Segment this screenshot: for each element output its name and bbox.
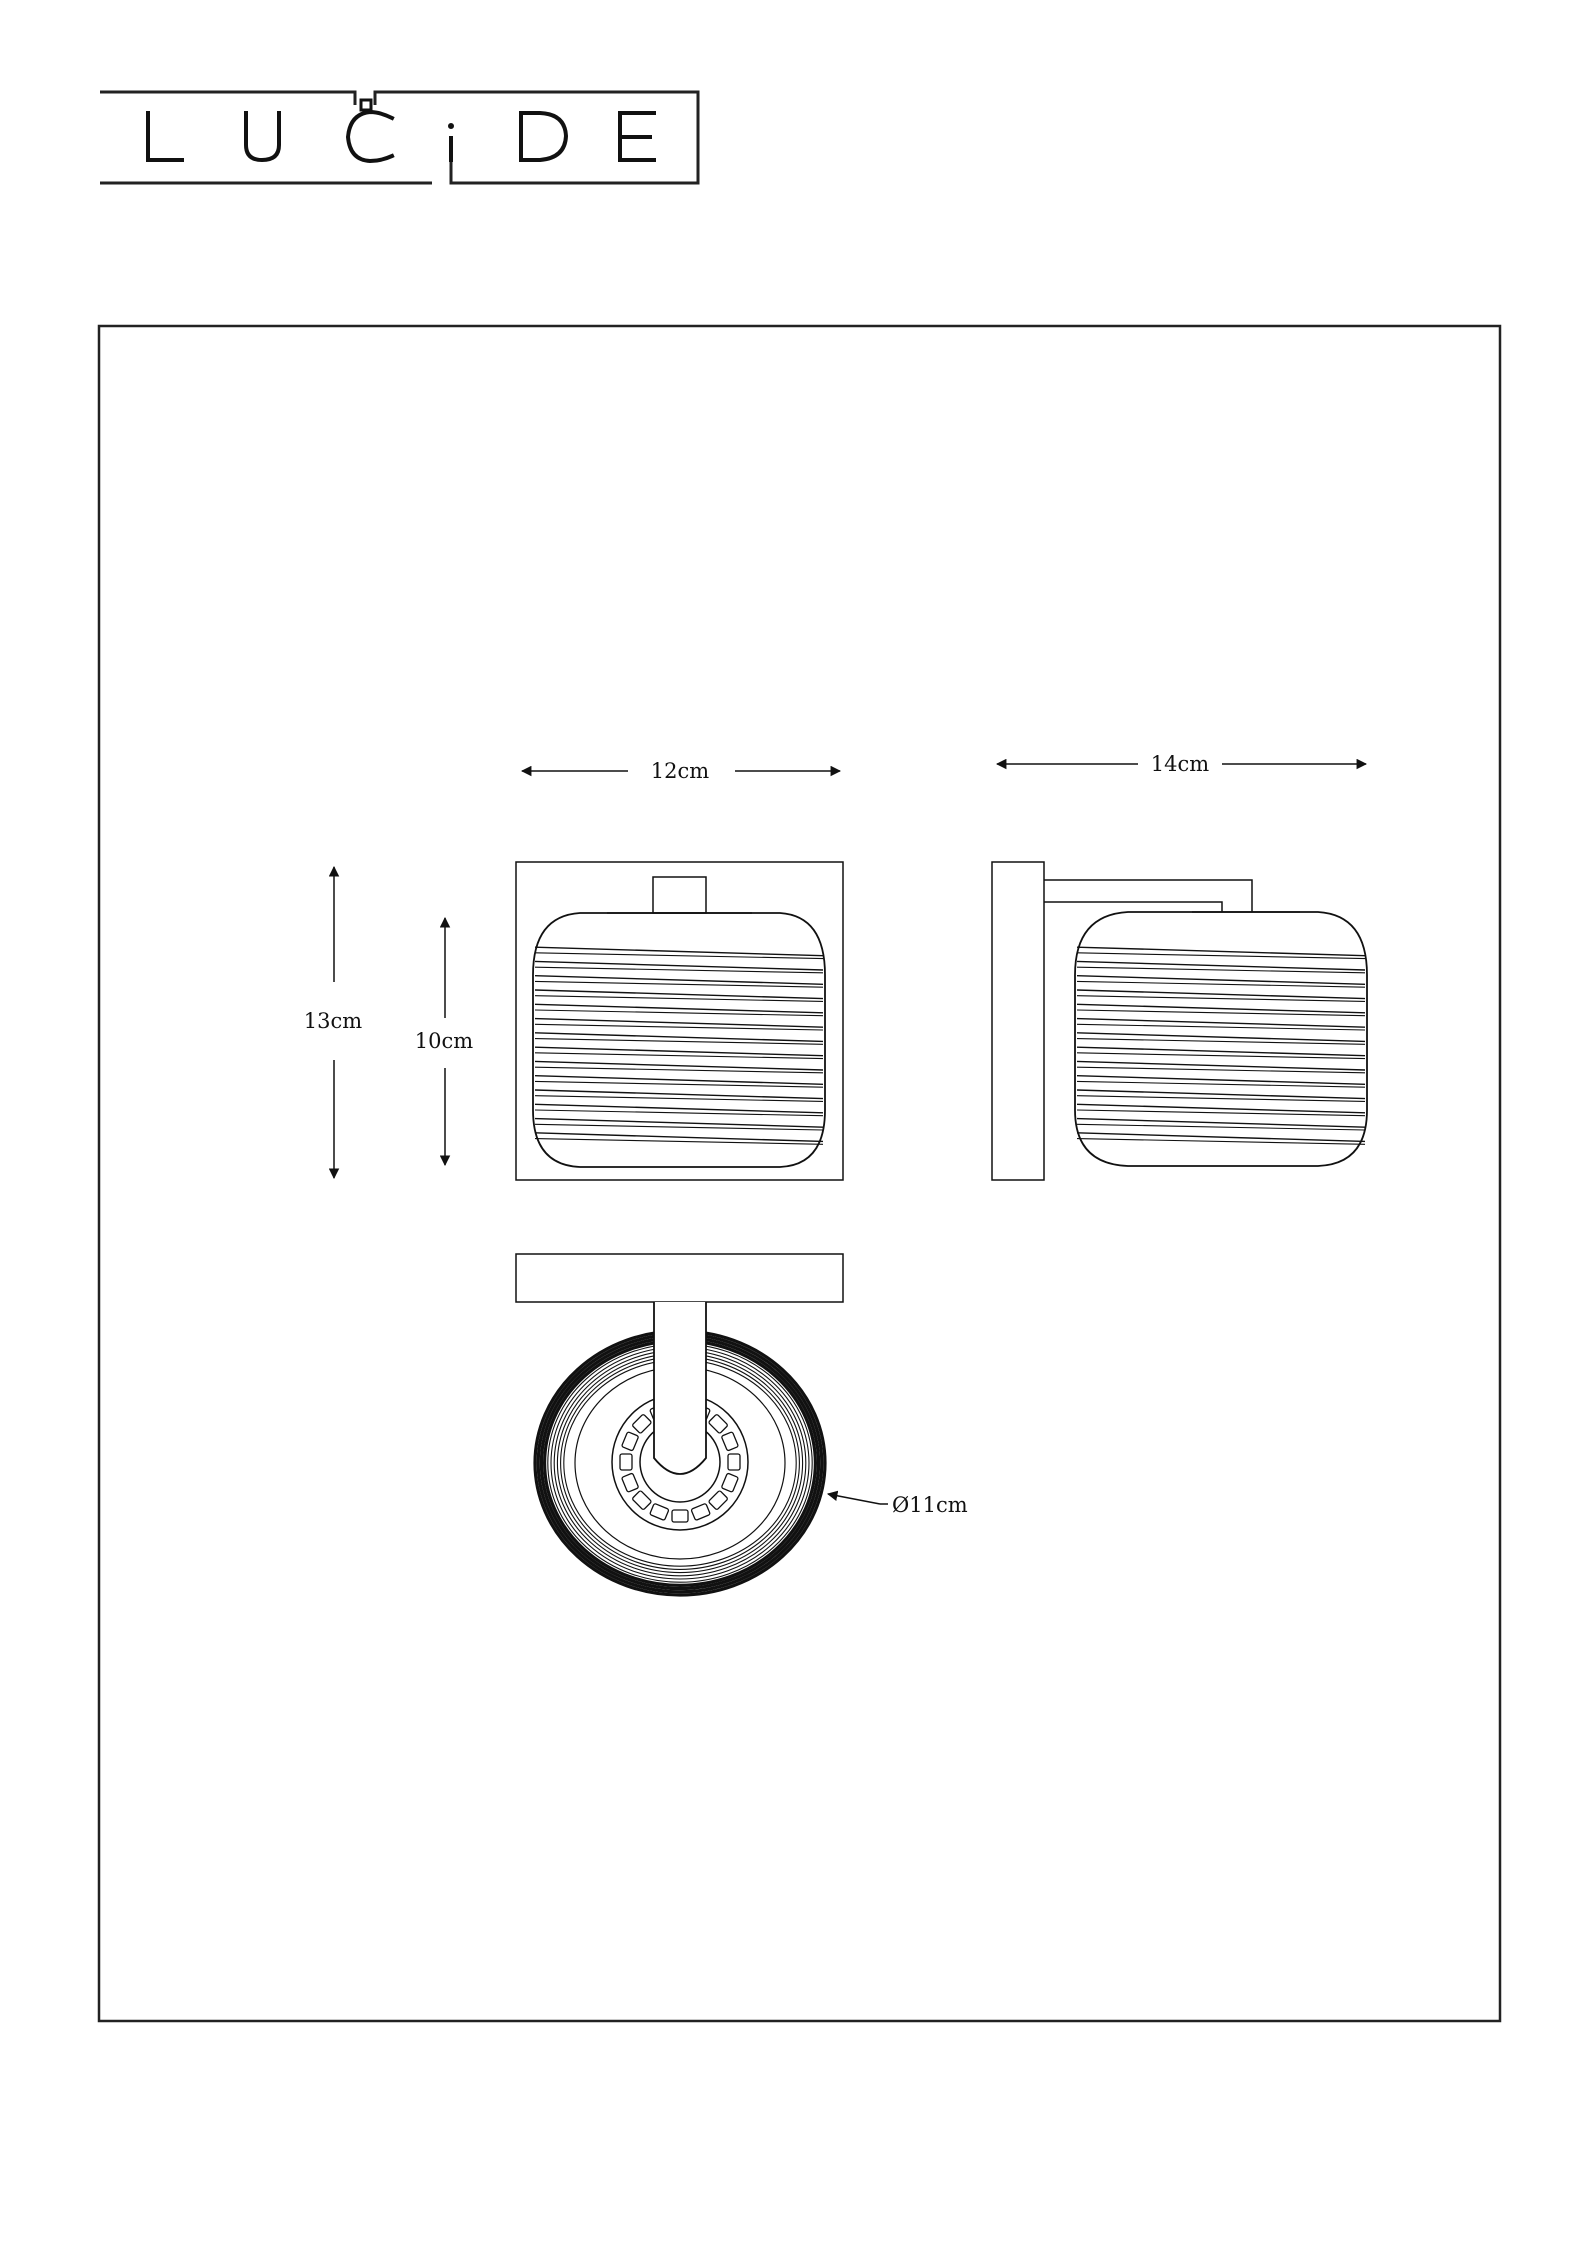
brand-logo — [100, 92, 698, 183]
shade-stripe — [1077, 1053, 1365, 1059]
dimension-shade-diameter — [828, 1493, 968, 1517]
shade-stripe — [535, 1039, 823, 1045]
shade-stripe — [535, 1090, 823, 1099]
holder-tooth — [721, 1432, 738, 1451]
shade-stripe — [1077, 1004, 1365, 1013]
holder-tooth — [650, 1503, 669, 1520]
shade-stripe — [1077, 1081, 1365, 1087]
dimension-front-width — [522, 759, 840, 783]
front-shade-stripes — [535, 947, 823, 1144]
shade-stripe — [1077, 1124, 1365, 1130]
holder-tooth — [728, 1454, 740, 1470]
shade-stripe — [535, 1067, 823, 1073]
shade-stripe — [535, 976, 823, 985]
holder-tooth — [620, 1454, 632, 1470]
holder-tooth — [672, 1510, 688, 1522]
shade-stripe — [1077, 1110, 1365, 1116]
shade-stripe — [1077, 1090, 1365, 1099]
shade-stripe — [1077, 1033, 1365, 1042]
shade-stripe — [535, 981, 823, 987]
top-view — [516, 1254, 843, 1595]
shade-stripe — [535, 996, 823, 1002]
shade-stripe — [1077, 1104, 1365, 1113]
shade-stripe — [1077, 1096, 1365, 1102]
holder-tooth — [708, 1414, 728, 1434]
dimension-side-depth — [997, 752, 1366, 776]
holder-tooth — [721, 1473, 738, 1492]
holder-tooth — [622, 1473, 639, 1492]
holder-tooth — [708, 1490, 728, 1510]
shade-stripe — [535, 961, 823, 970]
shade-stripe — [1077, 1010, 1365, 1016]
shade-stripe — [535, 1110, 823, 1116]
holder-tooth — [622, 1432, 639, 1451]
shade-stripe — [535, 1024, 823, 1030]
shade-stripe — [535, 1033, 823, 1042]
shade-stripe — [535, 1047, 823, 1056]
dimension-label-13cm: 13cm — [303, 1009, 363, 1033]
dimension-label-12cm: 12cm — [650, 759, 710, 783]
shade-stripe — [1077, 981, 1365, 987]
shade-stripe — [1077, 953, 1365, 959]
dimension-total-height — [304, 867, 362, 1178]
shade-stripe — [1077, 1067, 1365, 1073]
side-shade-stripes — [1077, 947, 1365, 1144]
shade-stripe — [1077, 1047, 1365, 1056]
shade-stripe — [535, 947, 823, 956]
shade-stripe — [535, 1081, 823, 1087]
shade-stripe — [1077, 1139, 1365, 1145]
holder-tooth — [632, 1414, 652, 1434]
dimension-label-14cm: 14cm — [1150, 752, 1210, 776]
dimension-label-10cm: 10cm — [414, 1029, 474, 1053]
shade-stripe — [535, 1133, 823, 1142]
front-view — [516, 862, 843, 1180]
shade-stripe — [1077, 1133, 1365, 1142]
shade-stripe — [1077, 961, 1365, 970]
shade-stripe — [1077, 1061, 1365, 1070]
shade-stripe — [535, 1076, 823, 1085]
holder-tooth — [691, 1503, 710, 1520]
shade-stripe — [535, 1010, 823, 1016]
dimension-label-diameter: Ø11cm — [892, 1493, 968, 1517]
dimension-shade-height — [415, 918, 473, 1165]
shade-stripe — [535, 1124, 823, 1130]
shade-stripe — [1077, 1039, 1365, 1045]
shade-stripe — [1077, 947, 1365, 956]
shade-stripe — [535, 1053, 823, 1059]
shade-stripe — [535, 1019, 823, 1028]
shade-stripe — [1077, 1024, 1365, 1030]
shade-stripe — [535, 1096, 823, 1102]
side-view — [992, 862, 1367, 1180]
shade-stripe — [1077, 1119, 1365, 1128]
shade-stripe — [535, 1061, 823, 1070]
shade-stripe — [1077, 1019, 1365, 1028]
shade-stripe — [535, 1104, 823, 1113]
shade-stripe — [1077, 1076, 1365, 1085]
shade-stripe — [1077, 990, 1365, 999]
shade-stripe — [1077, 967, 1365, 973]
holder-tooth — [632, 1490, 652, 1510]
shade-stripe — [535, 990, 823, 999]
shade-stripe — [535, 1004, 823, 1013]
shade-stripe — [535, 1119, 823, 1128]
shade-stripe — [535, 1139, 823, 1145]
shade-stripe — [535, 967, 823, 973]
shade-stripe — [1077, 996, 1365, 1002]
drawing-frame — [99, 326, 1500, 2021]
shade-stripe — [535, 953, 823, 959]
shade-stripe — [1077, 976, 1365, 985]
